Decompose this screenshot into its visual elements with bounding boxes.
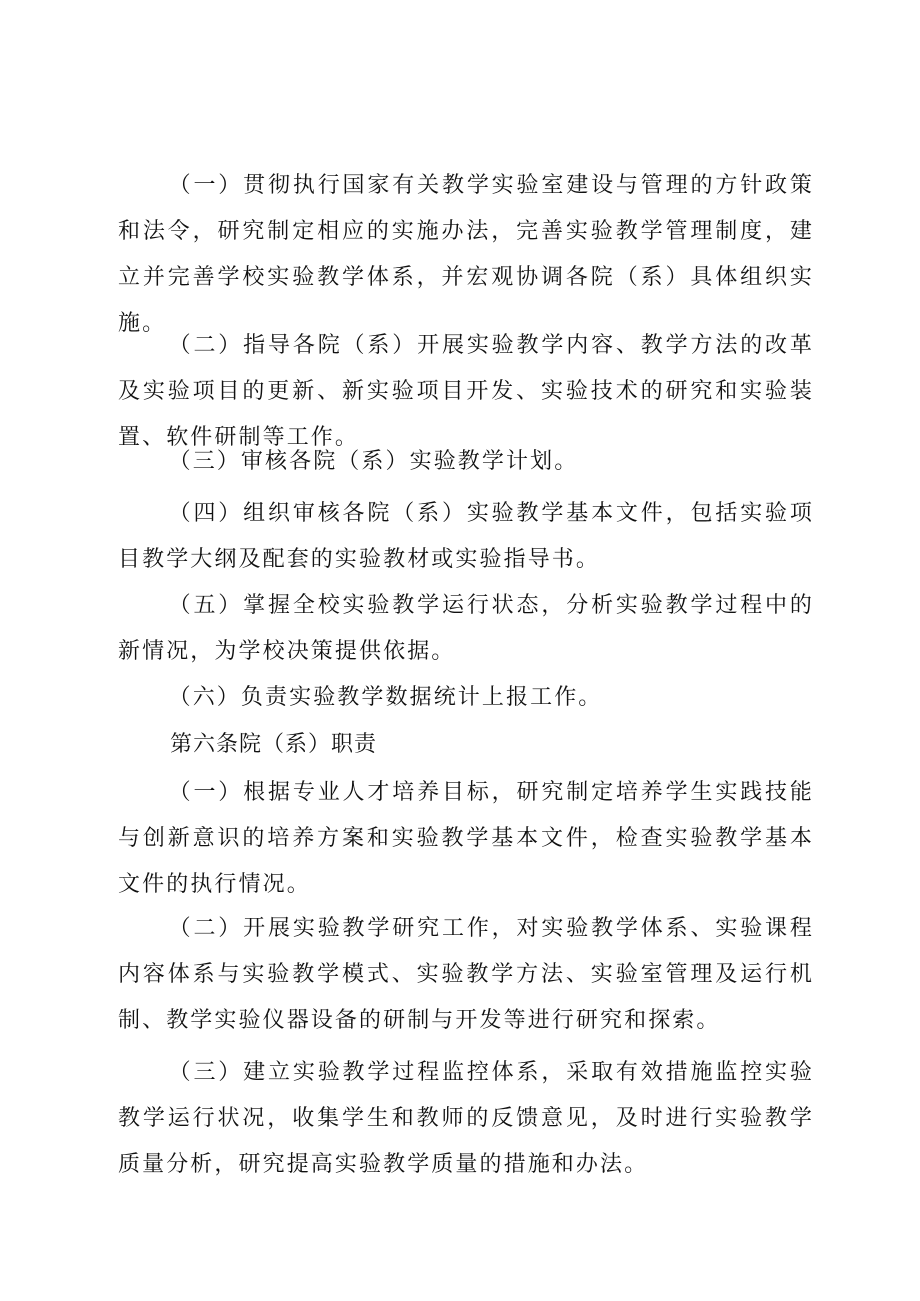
paragraph-4: （四）组织审核各院（系）实验教学基本文件，包括实验项目教学大纲及配套的实验教材或实验指导书。 (118, 501, 814, 572)
paragraph-2: （二）指导各院（系）开展实验教学内容、教学方法的改革及实验项目的更新、新实验项目开发、实验技术的研究和实验装置、软件研制等工作。 (118, 333, 814, 450)
paragraph-1: （一）贯彻执行国家有关教学实验室建设与管理的方针政策和法令，研究制定相应的实施办法，完善实验教学管理制度，建立并完善学校实验教学体系，并宏观协调各院（系）具体组织实施。 (118, 173, 814, 336)
section-paragraph-3: （三）建立实验教学过程监控体系，采取有效措施监控实验教学运行状况，收集学生和教师的反馈意见，及时进行实验教学质量分析，研究提高实验教学质量的措施和办法。 (118, 1060, 814, 1177)
paragraph-5: （五）掌握全校实验教学运行状态，分析实验教学过程中的新情况，为学校决策提供依据。 (118, 593, 814, 664)
paragraph-3: （三）审核各院（系）实验教学计划。 (168, 449, 579, 474)
paragraph-6: （六）负责实验教学数据统计上报工作。 (168, 685, 603, 710)
section-paragraph-1: （一）根据专业人才培养目标，研究制定培养学生实践技能与创新意识的培养方案和实验教学基本文件，检查实验教学基本文件的执行情况。 (118, 780, 814, 897)
section-paragraph-2: （二）开展实验教学研究工作，对实验教学体系、实验课程内容体系与实验教学模式、实验教学方法、实验室管理及运行机制、教学实验仪器设备的研制与开发等进行研究和探索。 (118, 916, 814, 1033)
section-heading: 第六条院（系）职责 (170, 732, 378, 757)
